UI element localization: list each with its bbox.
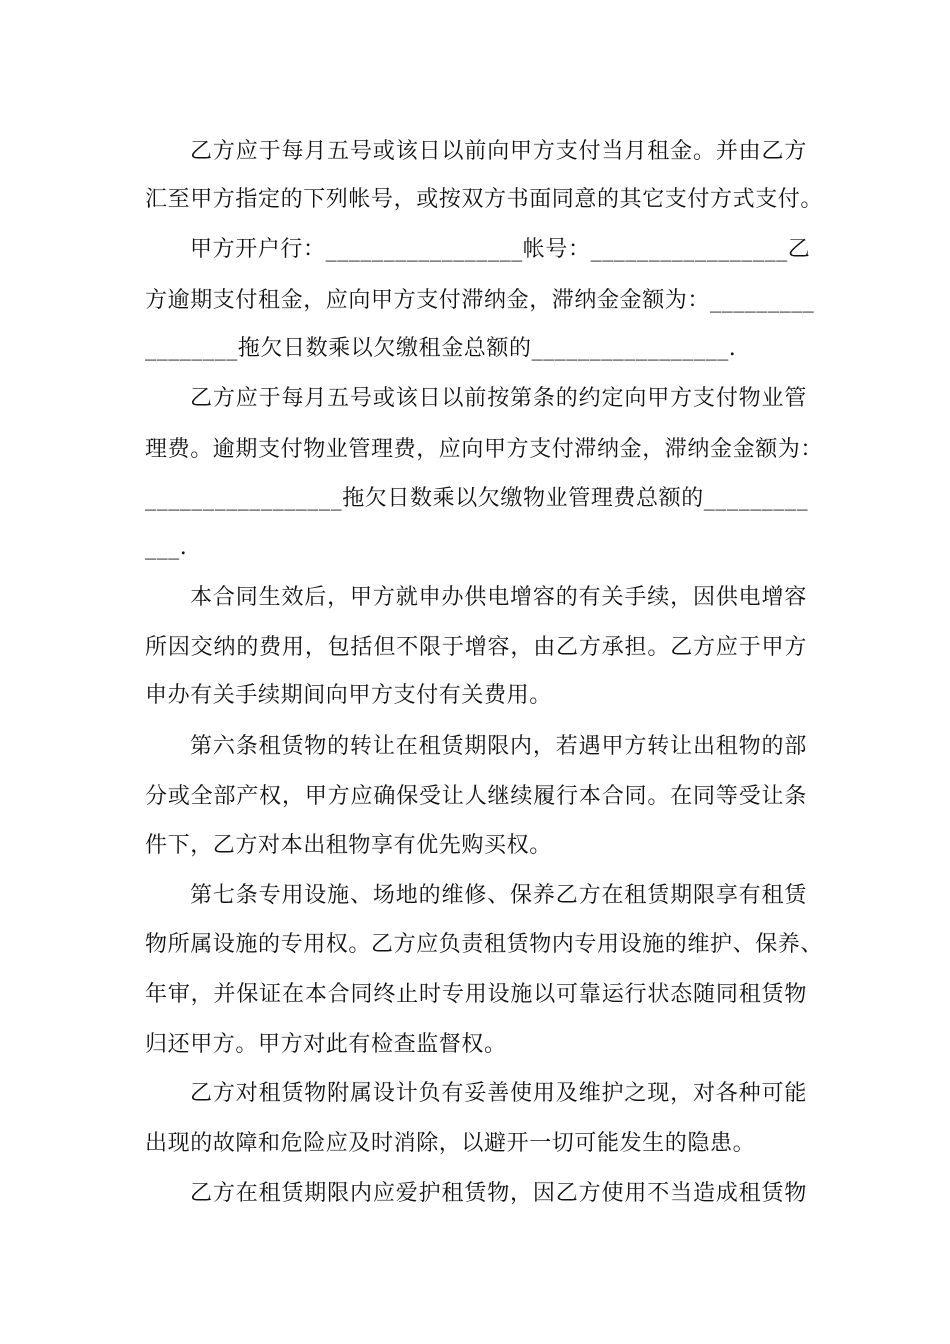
text-line: 第六条租赁物的转让在租赁期限内，若遇甲方转让出租物的部: [190, 734, 807, 759]
text-line: 分或全部产权，甲方应确保受让人继续履行本合同。在同等受让条: [145, 784, 807, 809]
text-line: _________________拖欠日数乘以欠缴物业管理费总额的_________: [145, 486, 809, 511]
text-line: 乙方对租赁物附属设计负有妥善使用及维护之现，对各种可能: [190, 1081, 807, 1106]
text-line: 件下，乙方对本出租物享有优先购买权。: [145, 833, 552, 858]
text-line: 归还甲方。甲方对此有检查监督权。: [145, 1032, 507, 1057]
text-line: 出现的故障和危险应及时消除，以避开一切可能发生的隐患。: [145, 1131, 756, 1156]
text-line: 本合同生效后，甲方就申办供电增容的有关手续，因供电增容: [190, 585, 807, 610]
text-line: 汇至甲方指定的下列帐号，或按双方书面同意的其它支付方式支付。: [145, 187, 824, 212]
text-line: 方逾期支付租金，应向甲方支付滞纳金，滞纳金金额为：_________: [145, 288, 815, 313]
text-line: ___.: [145, 535, 188, 560]
text-line: 所因交纳的费用，包括但不限于增容，由乙方承担。乙方应于甲方: [145, 635, 807, 660]
text-line: 物所属设施的专用权。乙方应负责租赁物内专用设施的维护、保养、: [145, 932, 824, 957]
text-line: 乙方在租赁期限内应爱护租赁物，因乙方使用不当造成租赁物: [190, 1181, 807, 1206]
text-line: 乙方应于每月五号或该日以前向甲方支付当月租金。并由乙方: [190, 139, 807, 164]
text-line: ________拖欠日数乘以欠缴租金总额的_________________.: [145, 336, 737, 361]
text-line: 乙方应于每月五号或该日以前按第条的约定向甲方支付物业管: [190, 386, 807, 411]
text-line: 理费。逾期支付物业管理费，应向甲方支付滞纳金，滞纳金金额为：: [145, 437, 824, 462]
text-line: 甲方开户行：_________________帐号：_________________乙: [190, 237, 811, 262]
text-line: 第七条专用设施、场地的维修、保养乙方在租赁期限享有租赁: [190, 883, 807, 908]
text-line: 申办有关手续期间向甲方支付有关费用。: [145, 683, 552, 708]
text-line: 年审，并保证在本合同终止时专用设施以可靠运行状态随同租赁物: [145, 982, 807, 1007]
